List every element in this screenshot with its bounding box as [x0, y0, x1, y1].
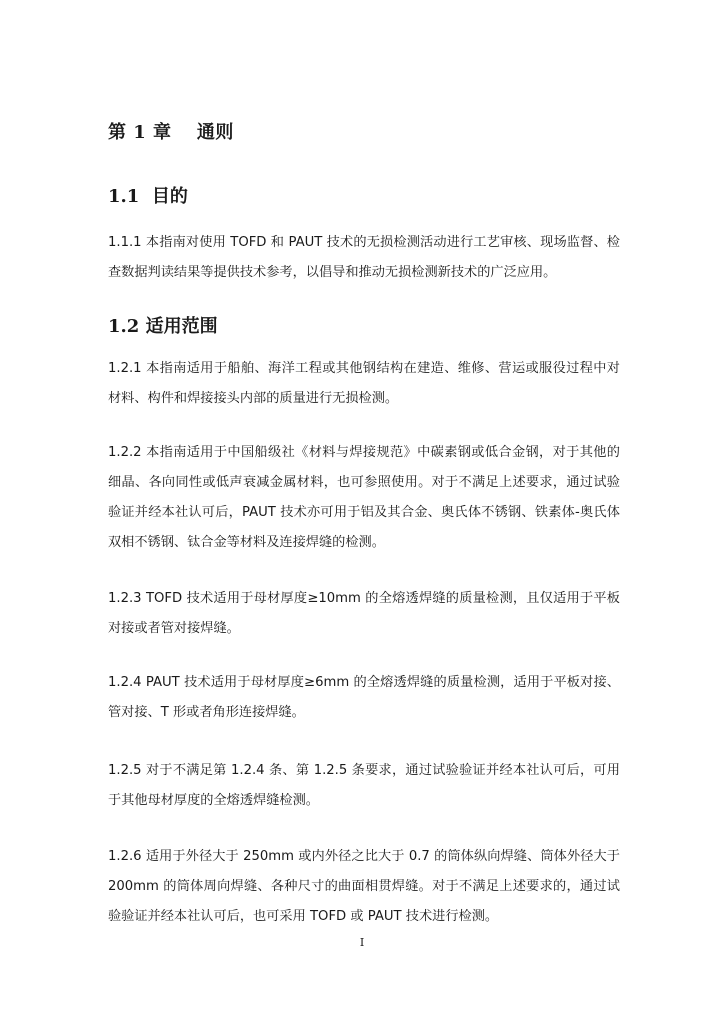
- paragraph-1-2-6: 1.2.6 适用于外径大于 250mm 或内外径之比大于 0.7 的筒体纵向焊缝、筒体外径大于 200mm 的筒体周向焊缝、各种尺寸的曲面相贯焊缝。对于不满足上述要求的，通过试验验证并经本社认可后，也可采用 TOFD 或 PAUT 技术进行检测。: [108, 849, 620, 924]
- paragraph-1-2-5: 1.2.5 对于不满足第 1.2.4 条、第 1.2.5 条要求，通过试验验证并经本社认可后，可用于其他母材厚度的全熔透焊缝检测。: [108, 763, 620, 808]
- paragraph-1-2-3: 1.2.3 TOFD 技术适用于母材厚度≥10mm 的全熔透焊缝的质量检测，且仅适用于平板对接或者管对接焊缝。: [108, 591, 620, 636]
- paragraph-1-2-4: 1.2.4 PAUT 技术适用于母材厚度≥6mm 的全熔透焊缝的质量检测，适用于平板对接、管对接、T 形或者角形连接焊缝。: [108, 675, 620, 720]
- paragraph-1-1-1: 1.1.1 本指南对使用 TOFD 和 PAUT 技术的无损检测活动进行工艺审核、现场监督、检查数据判读结果等提供技术参考，以倡导和推动无损检测新技术的广泛应用。: [108, 235, 620, 280]
- paragraph-1-2-1: 1.2.1 本指南适用于船舶、海洋工程或其他钢结构在建造、维修、营运或服役过程中对材料、构件和焊接接头内部的质量进行无损检测。: [108, 361, 620, 406]
- chapter-title: 第 1 章 通则: [108, 122, 234, 143]
- section-title-purpose: 1.1 目的: [108, 186, 188, 207]
- page-number: I: [359, 936, 365, 949]
- section-title-scope: 1.2 适用范围: [108, 316, 218, 337]
- paragraph-1-2-2: 1.2.2 本指南适用于中国船级社《材料与焊接规范》中碳素钢或低合金钢，对于其他的细晶、各向同性或低声衰减金属材料，也可参照使用。对于不满足上述要求，通过试验验证并经本社认可后，PAUT 技术亦可用于铝及其合金、奥氏体不锈钢、铁素体-奥氏体双相不锈钢、钛合金等材料及连接焊缝的检测。: [108, 445, 620, 550]
